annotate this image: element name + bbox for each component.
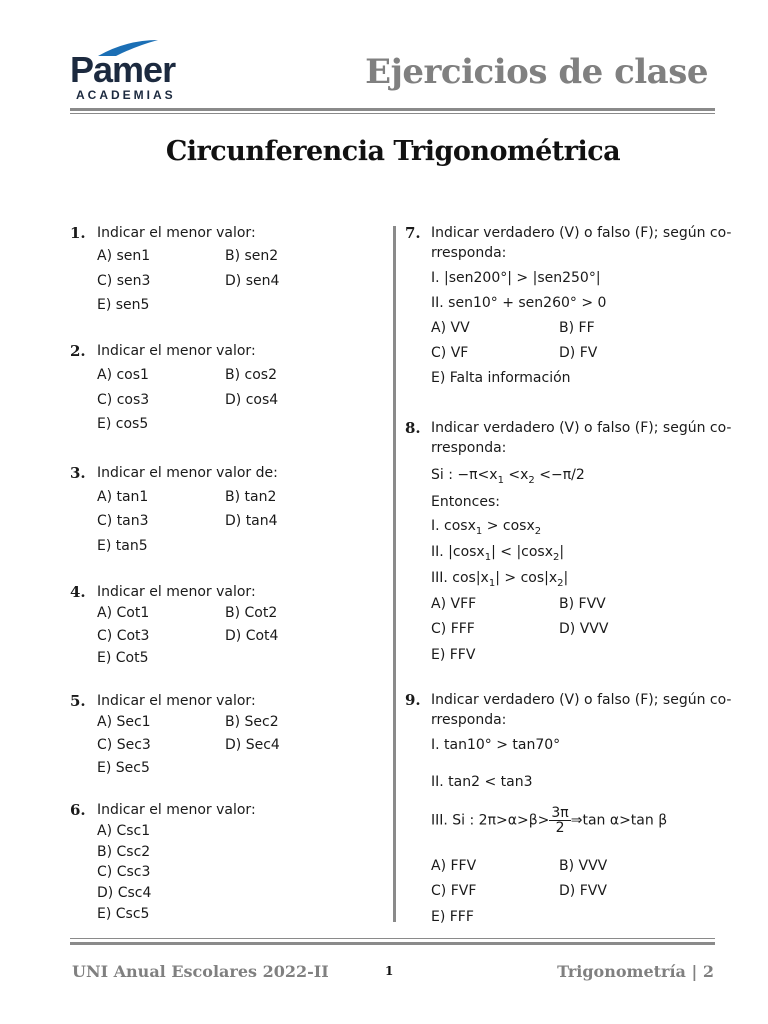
statement-1: I. cosx$_1$ > cosx$_2$: [431, 518, 542, 537]
option-a: A) Cot1: [97, 605, 150, 621]
footer-page-number: 1: [385, 964, 394, 978]
problem-stem: Indicar el menor valor:: [97, 343, 256, 359]
problem-stem-cont: rresponda:: [431, 440, 507, 456]
statement-1: I. tan10° > tan70°: [431, 737, 561, 753]
option-d: D) FVV: [559, 883, 607, 899]
option-b: B) Cot2: [225, 605, 278, 621]
option-d: D) cos4: [225, 392, 279, 408]
option-b: B) VVV: [559, 858, 608, 874]
option-b: B) Sec2: [225, 714, 279, 730]
problem-stem: Indicar verdadero (V) o falso (F); según co-: [431, 225, 732, 241]
option-d: D) tan4: [225, 513, 278, 529]
condition: Si : $-\pi<x_1 <x_2 <-\pi/2$: [431, 467, 585, 486]
option-d: D) sen4: [225, 273, 280, 289]
problem-stem: Indicar verdadero (V) o falso (F); según co-: [431, 420, 732, 436]
problem-stem-cont: rresponda:: [431, 245, 507, 261]
option-d: D) VVV: [559, 621, 609, 637]
logo-subtext: ACADEMIAS: [76, 88, 176, 102]
option-e: E) cos5: [97, 416, 149, 432]
problem-number: 7.: [405, 224, 421, 242]
option-b: B) sen2: [225, 248, 279, 264]
option-e: E) FFF: [431, 909, 474, 925]
option-b: B) Csc2: [97, 844, 151, 860]
option-c: C) FVF: [431, 883, 477, 899]
header-rule-thin: [70, 113, 715, 114]
option-d: D) FV: [559, 345, 598, 361]
problem-number: 9.: [405, 691, 421, 709]
problem-stem: Indicar verdadero (V) o falso (F); según co-: [431, 692, 732, 708]
option-e: E) Csc5: [97, 906, 150, 922]
option-e: E) Sec5: [97, 760, 150, 776]
statement-1: I. |sen200°| > |sen250°|: [431, 270, 601, 286]
problem-stem: Indicar el menor valor de:: [97, 465, 278, 481]
statement-2: II. sen10° + sen260° > 0: [431, 295, 607, 311]
header-rule: [70, 108, 715, 111]
option-a: A) VV: [431, 320, 470, 336]
entonces-label: Entonces:: [431, 494, 500, 510]
option-a: A) cos1: [97, 367, 149, 383]
problem-number: 3.: [70, 464, 86, 482]
problem-stem: Indicar el menor valor:: [97, 225, 256, 241]
problem-number: 8.: [405, 419, 421, 437]
footer-rule-thin: [70, 938, 715, 939]
option-c: C) cos3: [97, 392, 150, 408]
problem-number: 4.: [70, 583, 86, 601]
footer-rule: [70, 942, 715, 945]
option-d: D) Csc4: [97, 885, 152, 901]
problem-number: 2.: [70, 342, 86, 360]
option-e: E) Falta información: [431, 370, 571, 386]
option-a: A) Sec1: [97, 714, 151, 730]
footer-course: UNI Anual Escolares 2022-II: [72, 962, 329, 981]
statement-3: III. Si : 2π>α>β> $\frac{3\pi}{2}$ ⇒tan α>tan β: [431, 805, 668, 836]
problem-stem-cont: rresponda:: [431, 712, 507, 728]
option-c: C) FFF: [431, 621, 475, 637]
option-b: B) cos2: [225, 367, 277, 383]
option-d: D) Sec4: [225, 737, 280, 753]
option-a: A) Csc1: [97, 823, 151, 839]
option-e: E) FFV: [431, 647, 476, 663]
option-b: B) FF: [559, 320, 595, 336]
statement-3: III. $\cos|x_1| > \cos|x_2|$: [431, 570, 569, 589]
option-a: A) sen1: [97, 248, 151, 264]
fraction: $\frac{3\pi}{2}$: [551, 805, 569, 836]
statement-2: II. tan2 < tan3: [431, 774, 533, 790]
problem-number: 5.: [70, 692, 86, 710]
option-c: C) Csc3: [97, 864, 151, 880]
section-title: Ejercicios de clase: [365, 52, 708, 92]
problem-number: 1.: [70, 224, 86, 242]
option-a: A) VFF: [431, 596, 477, 612]
problem-stem: Indicar el menor valor:: [97, 584, 256, 600]
option-c: C) VF: [431, 345, 469, 361]
option-e: E) sen5: [97, 297, 150, 313]
statement-2: II. |cosx$_1$| < |cosx$_2$|: [431, 544, 565, 563]
page-title: Circunferencia Trigonométrica: [165, 136, 621, 167]
option-c: C) Cot3: [97, 628, 150, 644]
option-c: C) Sec3: [97, 737, 151, 753]
option-d: D) Cot4: [225, 628, 279, 644]
option-a: A) FFV: [431, 858, 477, 874]
problem-stem: Indicar el menor valor:: [97, 802, 256, 818]
logo-text: Pamer: [70, 49, 176, 90]
option-b: B) FVV: [559, 596, 606, 612]
problem-number: 6.: [70, 801, 86, 819]
problem-stem: Indicar el menor valor:: [97, 693, 256, 709]
footer-subject: Trigonometría | 2: [557, 962, 714, 981]
option-c: C) tan3: [97, 513, 149, 529]
column-divider: [393, 226, 396, 922]
option-c: C) sen3: [97, 273, 151, 289]
option-e: E) Cot5: [97, 650, 149, 666]
option-b: B) tan2: [225, 489, 277, 505]
option-e: E) tan5: [97, 538, 148, 554]
option-a: A) tan1: [97, 489, 149, 505]
